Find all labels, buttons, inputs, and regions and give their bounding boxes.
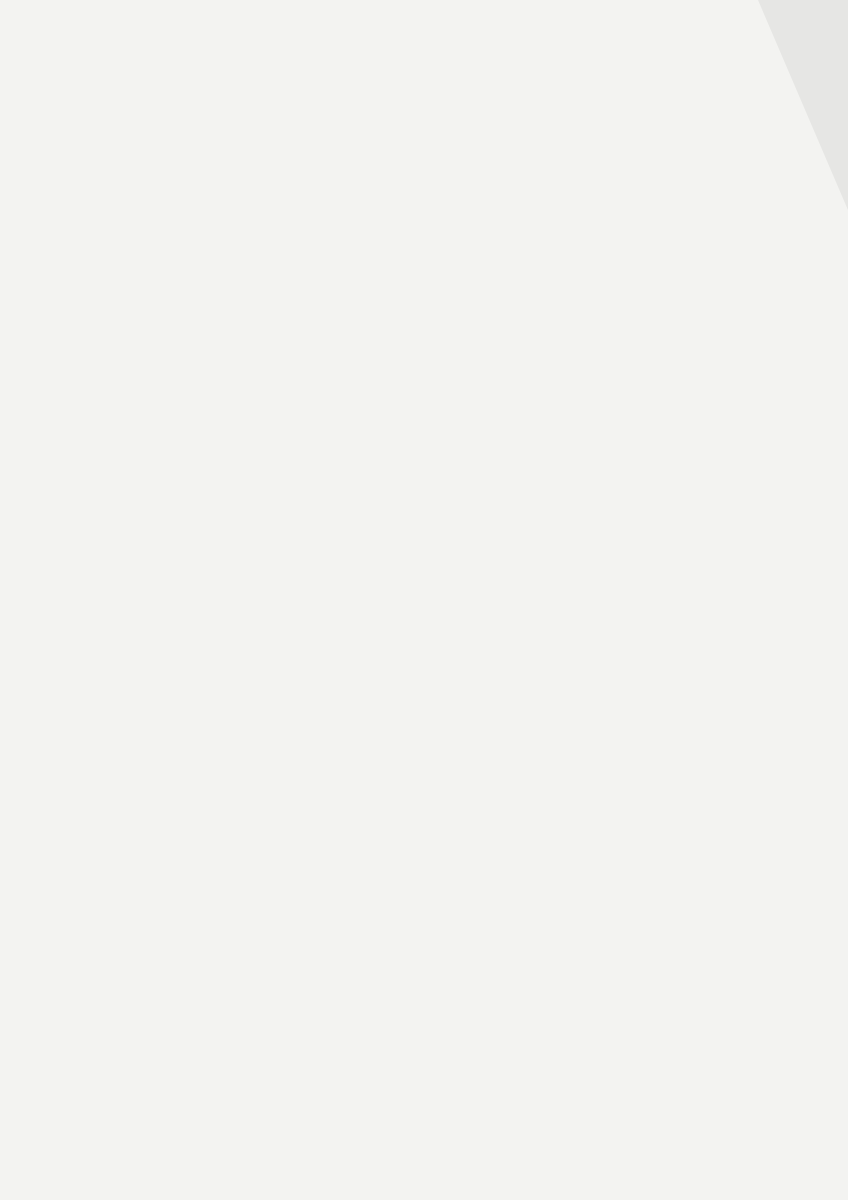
- document-page: [30, 0, 820, 1200]
